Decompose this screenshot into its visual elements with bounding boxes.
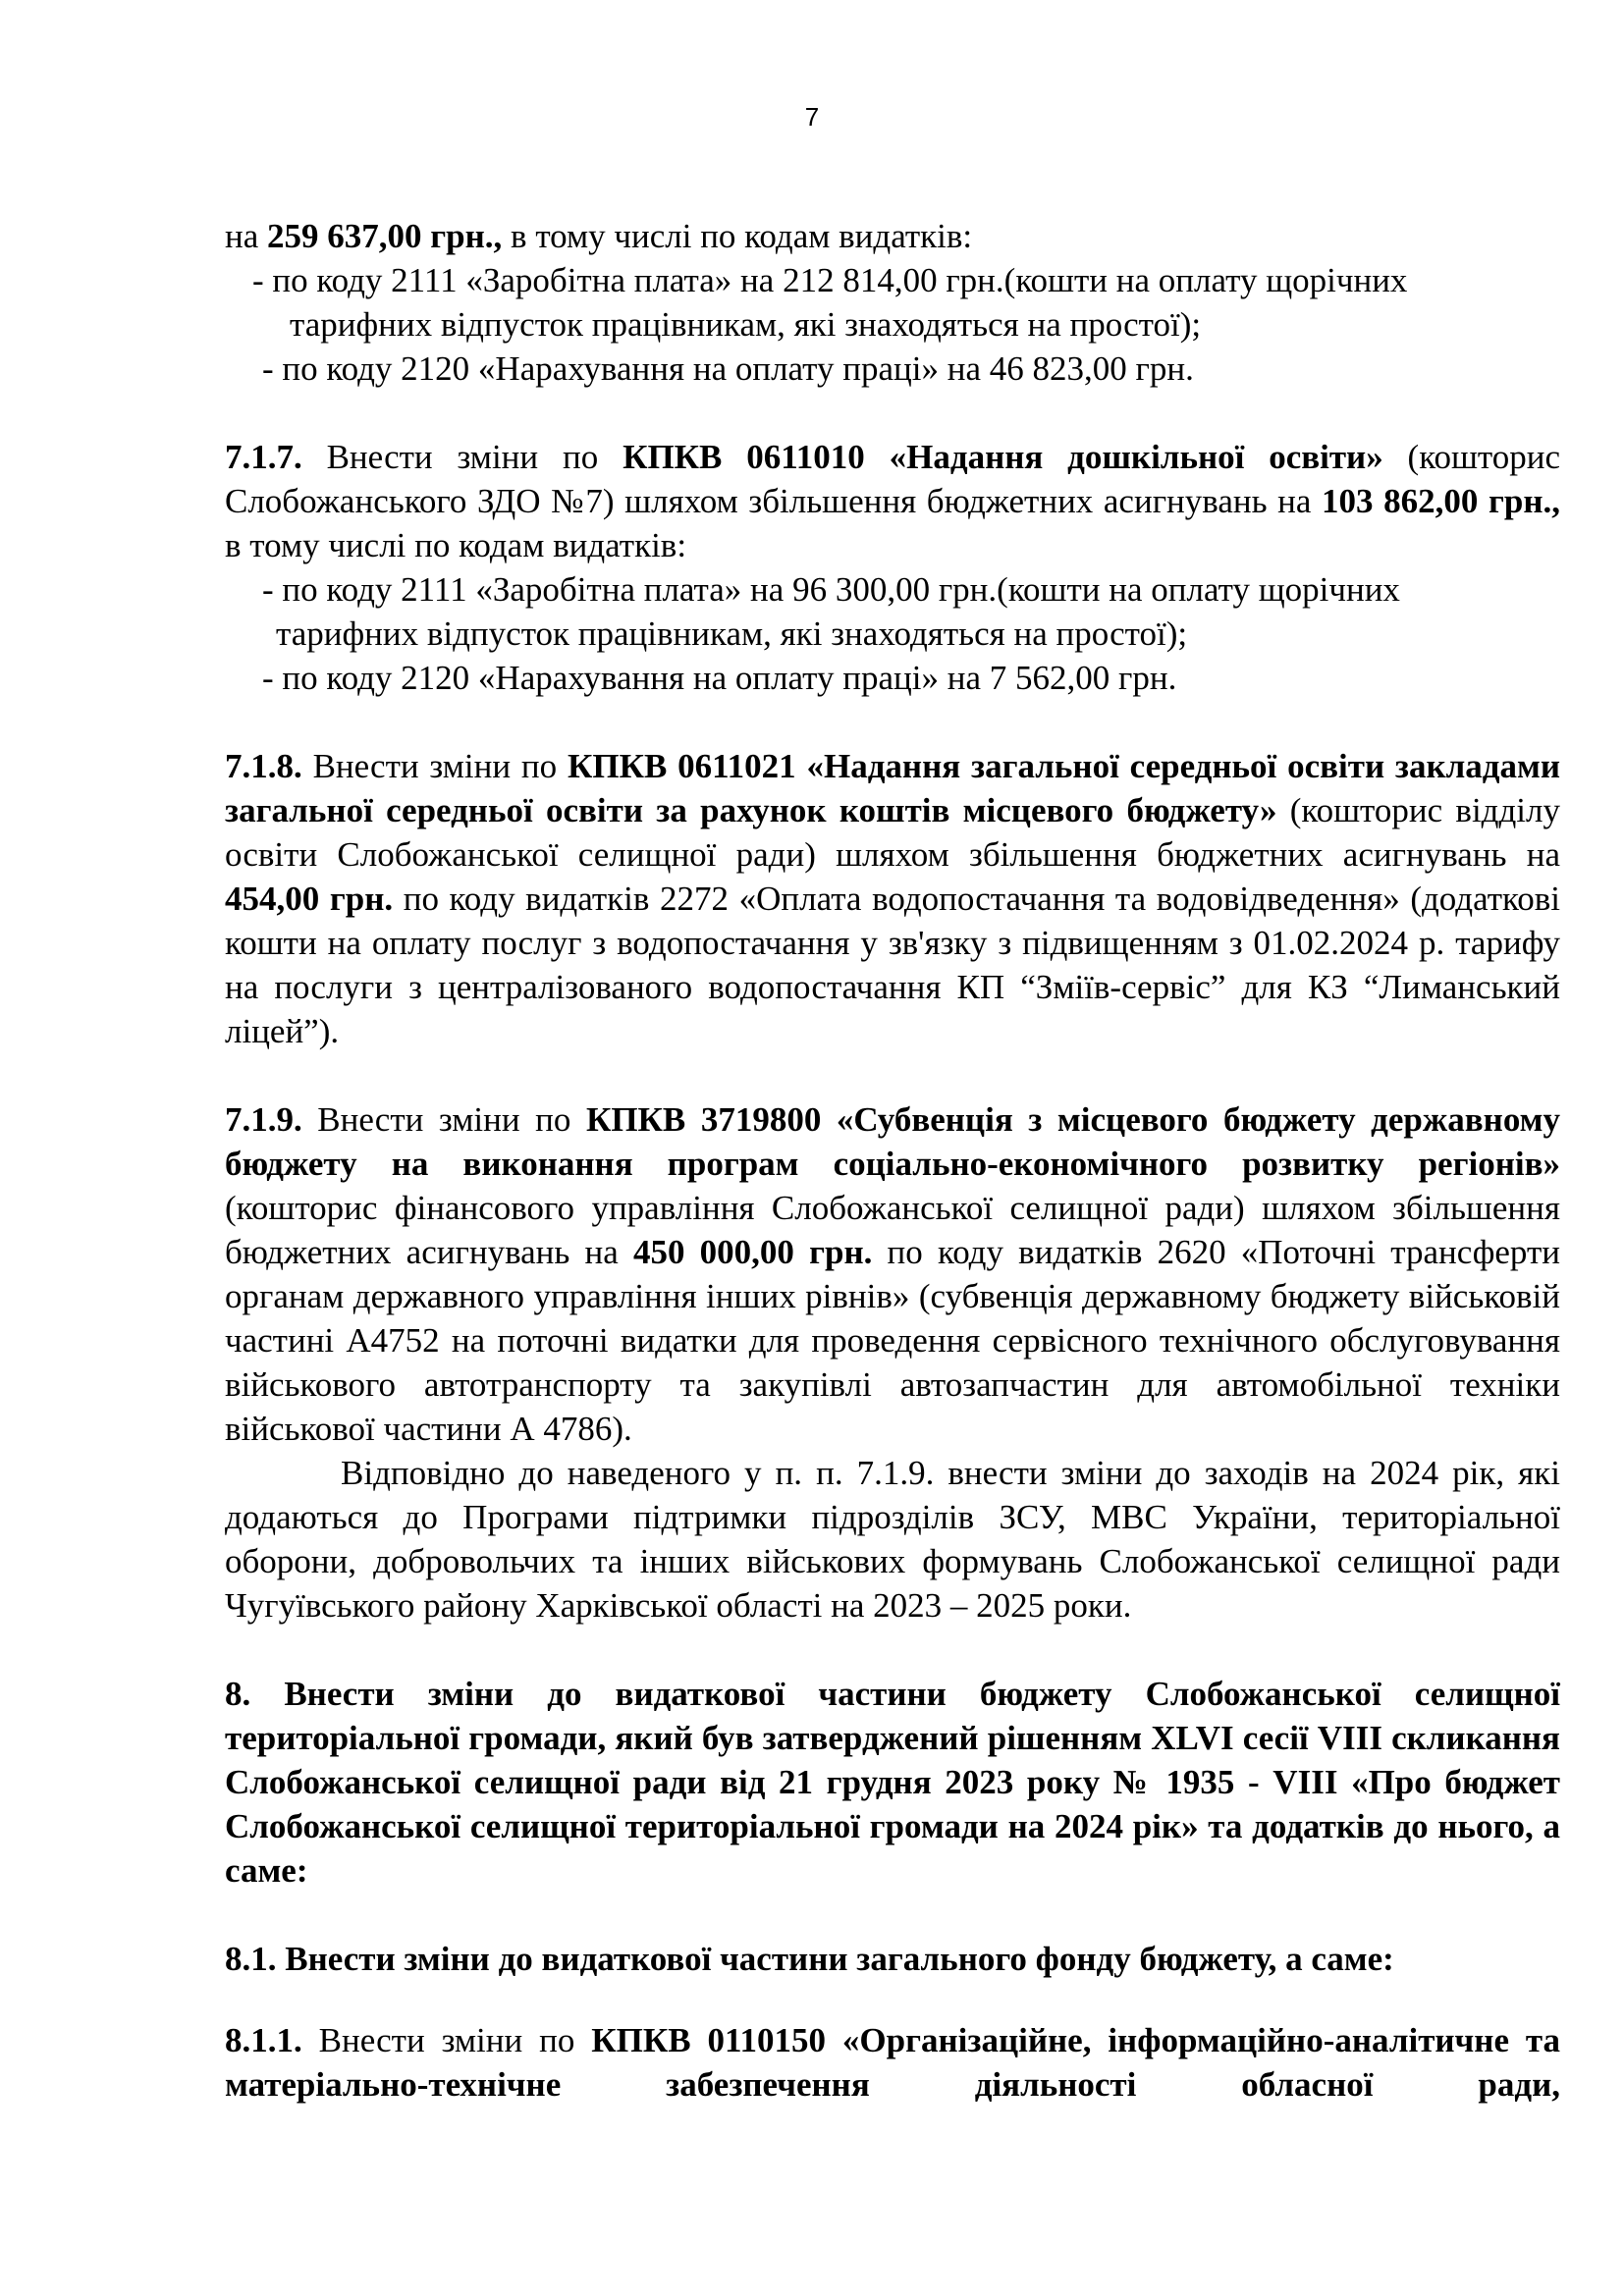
section-7-1-7-kpkv: КПКВ 0611010 «Надання дошкільної освіти»	[623, 438, 1383, 476]
section-7-1-9-number: 7.1.9.	[225, 1100, 302, 1139]
section-8-1-1-kpkv: КПКВ 0110150 «Організаційне, інформаційно-аналітичне та матеріально-технічне забезпечення діяльності обласної ради,	[225, 2021, 1560, 2104]
section-7-1-9: 7.1.9. Внести зміни по КПКВ 3719800 «Субвенція з місцевого бюджету державному бюджету на виконання програм соціально-економічного розвитку регіонів» (кошторис фінансового управління Слобожанської селищної ради) шляхом збільшення бюджетних асигнувань на 450 000,00 грн. по коду видатків 2620 «Поточні трансферти органам державного управління інших рівнів» (субвенція державному бюджету військовій частині А4752 на поточні видатки для проведення сервісного технічного обслуговування військового автотранспорту та закупівлі автозапчастин для автомобільної техніки військової частини А 4786).	[225, 1100, 1560, 1448]
section-7-1-9-reference: Відповідно до наведеного у п. п. 7.1.9. внести зміни до заходів на 2024 рік, які додаються до Програми підтримки підрозділів ЗСУ, МВС України, територіальної оборони, добровольчих та інших військових формувань Слобожанської селищної ради Чугуївського району Харківської області на 2023 – 2025 роки.	[225, 1454, 1560, 1625]
section-8-1-1: 8.1.1. Внести зміни по КПКВ 0110150 «Організаційне, інформаційно-аналітичне та матеріально-технічне забезпечення діяльності обласної ради,	[225, 2021, 1560, 2104]
section-7-1-9-kpkv: КПКВ 3719800 «Субвенція з місцевого бюджету державному бюджету на виконання програм соціально-економічного розвитку регіонів»	[225, 1100, 1560, 1183]
section-7-1-8: 7.1.8. Внести зміни по КПКВ 0611021 «Надання загальної середньої освіти закладами загальної середньої освіти за рахунок коштів місцевого бюджету» (кошторис відділу освіти Слобожанської селищної ради) шляхом збільшення бюджетних асигнувань на 454,00 грн. по коду видатків 2272 «Оплата водопостачання та водовідведення» (додаткові кошти на оплату послуг з водопостачання у зв'язку з підвищенням з 01.02.2024 р. тарифу на послуги з централізованого водопостачання КП “Зміїв-сервіс” для КЗ “Лиманський ліцей”).	[225, 747, 1560, 1050]
document-body	[225, 214, 1560, 2107]
section-7-1-8-amount: 454,00 грн.	[225, 880, 394, 918]
intro-paragraph: на 259 637,00 грн., в тому числі по кодам видатків:	[225, 217, 973, 255]
section-8-1: 8.1. Внести зміни до видаткової частини загального фонду бюджету, а саме:	[225, 1940, 1394, 1978]
section-7-1-9-amount: 450 000,00 грн.	[632, 1233, 873, 1271]
section-8-1-1-number: 8.1.1.	[225, 2021, 302, 2059]
page-number: 7	[804, 102, 820, 132]
intro-amount: 259 637,00 грн.,	[267, 217, 503, 255]
section-7-1-7-number: 7.1.7.	[225, 438, 302, 476]
intro-item-2111-cont: тарифних відпусток працівникам, які знаходяться на простої);	[290, 305, 1202, 344]
section-8: 8. Внести зміни до видаткової частини бюджету Слобожанської селищної територіальної громади, який був затверджений рішенням XLVI сесії VIII скликання Слобожанської селищної ради від 21 грудня 2023 року № 1935 - VIII «Про бюджет Слобожанської селищної територіальної громади на 2024 рік» та додатків до нього, а саме:	[225, 1675, 1560, 1890]
section-7-1-7-amount: 103 862,00 грн.,	[1322, 482, 1560, 520]
section-7-1-7-item-2111: - по коду 2111 «Заробітна плата» на 96 300,00 грн.(кошти на оплату щорічних	[262, 570, 1400, 609]
section-7-1-7-item-2111-cont: тарифних відпусток працівникам, які знаходяться на простої);	[276, 614, 1188, 653]
intro-item-2120: - по коду 2120 «Нарахування на оплату праці» на 46 823,00 грн.	[262, 349, 1194, 388]
intro-item-2111: - по коду 2111 «Заробітна плата» на 212 814,00 грн.(кошти на оплату щорічних	[252, 261, 1408, 299]
section-7-1-8-kpkv: КПКВ 0611021 «Надання загальної середньої освіти закладами загальної середньої освіти за рахунок коштів місцевого бюджету»	[225, 747, 1560, 829]
section-7-1-7: 7.1.7. Внести зміни по КПКВ 0611010 «Надання дошкільної освіти» (кошторис Слобожанського ЗДО №7) шляхом збільшення бюджетних асигнувань на 103 862,00 грн., в тому числі по кодам видатків:	[225, 438, 1560, 564]
section-7-1-7-item-2120: - по коду 2120 «Нарахування на оплату праці» на 7 562,00 грн.	[262, 659, 1177, 697]
section-7-1-8-number: 7.1.8.	[225, 747, 302, 785]
